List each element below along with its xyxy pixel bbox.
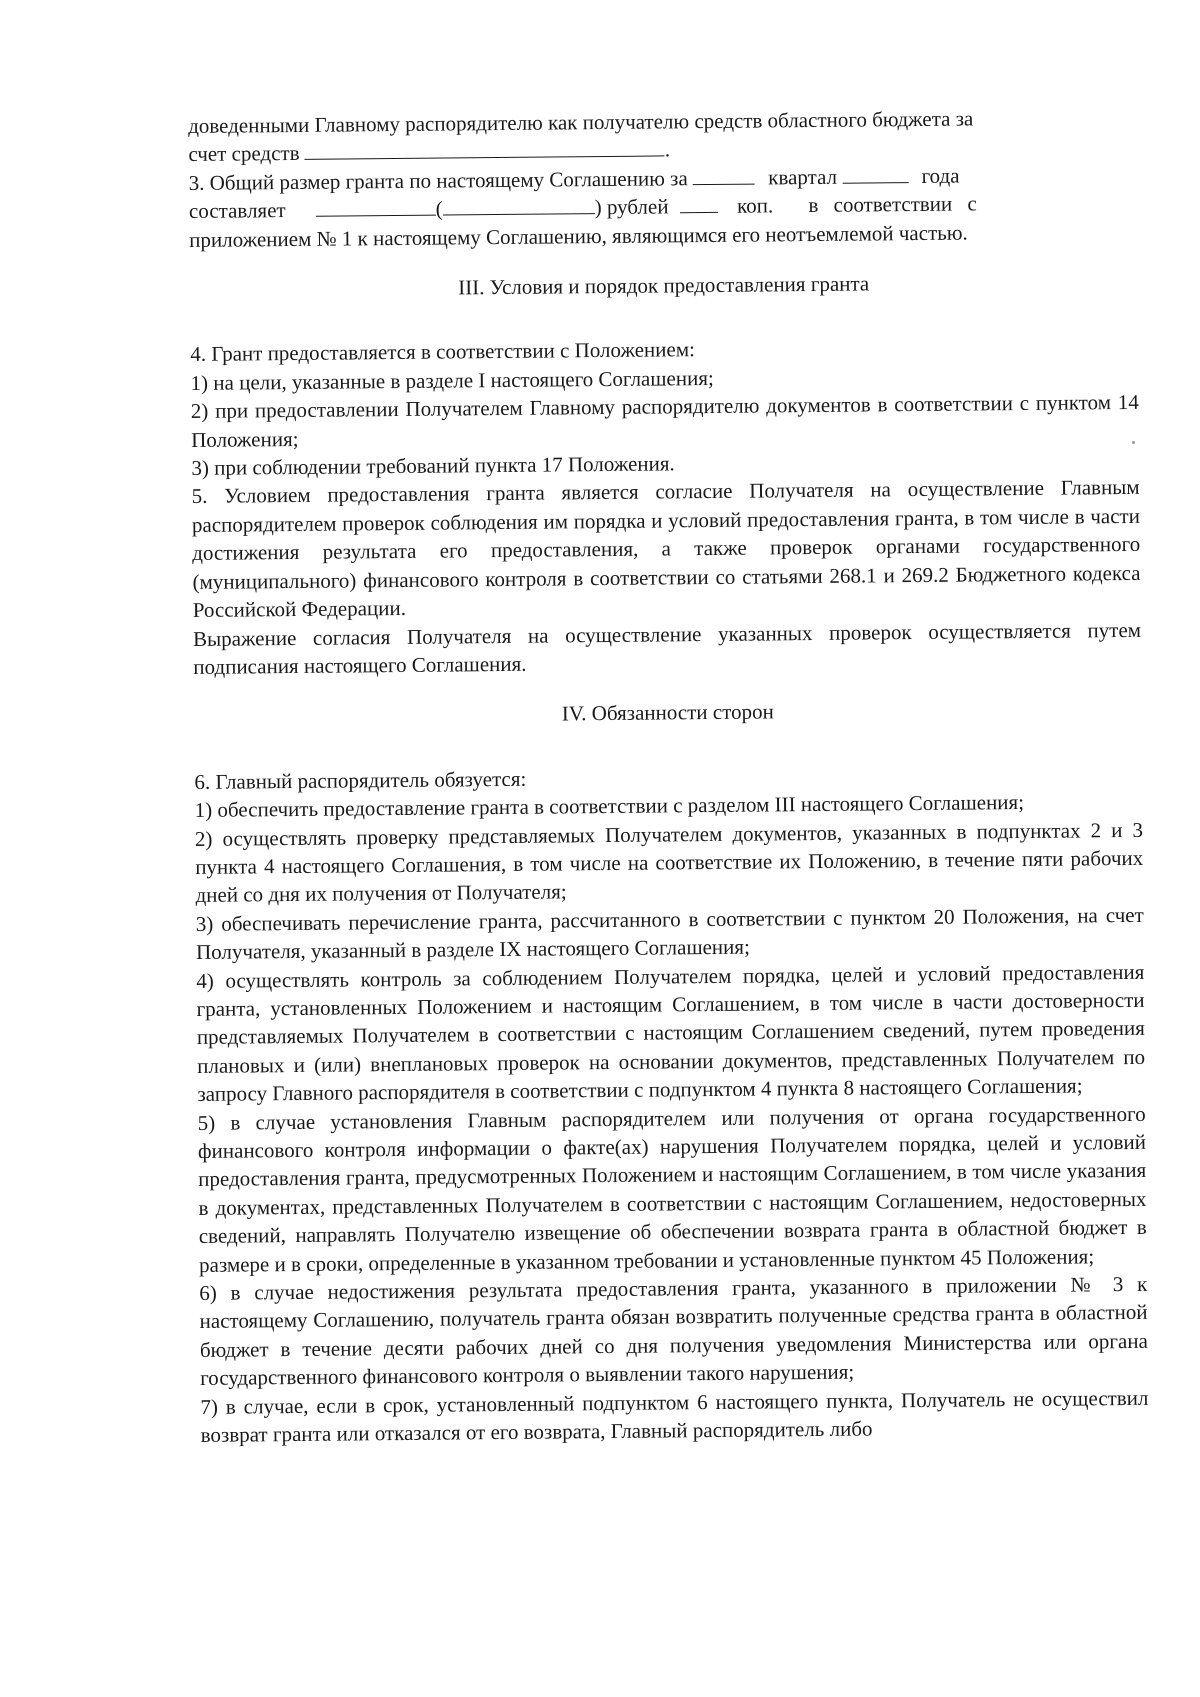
section-3-paragraph: 1) на цели, указанные в разделе I настоящего Соглашения; — [190, 365, 714, 395]
item-3-part-2: квартал — [768, 164, 838, 190]
section-4-paragraph: 4) осуществлять контроль за соблюдением Получателем порядка, целей и условий предоставления гранта, установленных Положением и настоящим Соглашением, в том числе в части достоверности представляемых Получателем в соответствии с настоящим Соглашением сведений, путем проведения плановых и (или) внеплановых проверок на основании документов, представленных Получателем по запросу Главного распорядителя в соответствии с подпунктом 4 пункта 8 настоящего Соглашения; — [196, 959, 1146, 1107]
quarter-number-blank — [693, 164, 755, 185]
item-3-part-3: года — [921, 163, 960, 188]
item-3-part-4: составляет — [188, 198, 286, 224]
intro-line-2-text: счет средств — [188, 141, 300, 167]
amount-digits-blank — [316, 196, 436, 217]
item-3-part-6: ) рублей — [594, 194, 669, 220]
intro-line-2-end: . — [664, 137, 671, 162]
section-4-paragraph: 6) в случае недостижения результата предоставления гранта, указанного в приложении № 3 к настоящему Соглашению, получатель гранта обязан возвратить полученные средства гранта в областной бюджет в течение десяти рабочих дней со дня получения уведомления Министерства или органа государственного финансового контроля о выявлении такого нарушения; — [199, 1271, 1148, 1391]
scan-speck — [1132, 441, 1135, 444]
section-4-paragraph: 1) обеспечить предоставление гранта в соответствии с разделом III настоящего Соглашения; — [194, 790, 1025, 823]
item-3-part-1: 3. Общий размер гранта по настоящему Соглашению за — [188, 166, 688, 195]
intro-line-1: доведенными Главному распорядителю как получателю средств областного бюджета за — [188, 106, 974, 138]
section-4-paragraph: 3) обеспечивать перечисление гранта, рассчитанного в соответствии с пунктом 20 Положения, на счет Получателя, указанный в разделе IX настоящего Соглашения; — [195, 902, 1144, 965]
item-3-line-3: приложением № 1 к настоящему Соглашению, являющимся его неотъемлемой частью. — [189, 220, 968, 252]
item-3-part-5: ( — [435, 196, 443, 221]
section-4-paragraph: 2) осуществлять проверку представляемых Получателем документов, указанных в подпунктах 2 и 3 пункта 4 настоящего Соглашения, в том числе на соответствие их Положению, в течение пяти рабочих дней со дня их получения от Получателя; — [194, 817, 1144, 908]
section-3-paragraph: 4. Грант предоставляется в соответствии с Положением: — [190, 337, 696, 367]
section-4-paragraph: 7) в случае, если в срок, установленный подпунктом 6 настоящего пункта, Получатель не осуществил возврат гранта или отказался от его возврата, Главный распорядитель либо — [200, 1385, 1149, 1448]
section-4-paragraph: 5) в случае установления Главным распорядителем или получения от органа государственного финансового контроля информации о факте(ах) нарушения Получателем порядка, целей и условий предоставления гранта, предусмотренных Положением и настоящим Соглашением, в том числе указания в документах, представленных Получателем в соответствии с настоящим Соглашением, недостоверных сведений, направлять Получателю извещение об обеспечении возврата гранта в областной бюджет в размере и в сроки, определенные в указанном требовании и установленные пунктом 45 Положения; — [197, 1101, 1147, 1277]
amount-words-blank — [443, 194, 595, 215]
section-3-title: III. Условия и порядок предоставления гранта — [458, 271, 870, 300]
section-3-paragraph: 5. Условием предоставления гранта является согласие Получателя на осуществление Главным распорядителем проверок соблюдения им порядка и условий предоставления гранта, в том числе в части достижения результата его предоставления, а также проверок органами государственного (муниципального) финансового контроля в соответствии со статьями 268.1 и 269.2 Бюджетного кодекса Российской Федерации. — [191, 475, 1141, 623]
funding-source-blank — [305, 137, 665, 160]
section-3-paragraph: 3) при соблюдении требований пункта 17 Положения. — [191, 451, 675, 481]
section-3-paragraph: Выражение согласия Получателя на осуществление указанных проверок осуществляется путем подписания настоящего Соглашения. — [192, 617, 1142, 679]
year-blank — [842, 163, 908, 184]
item-3-part-8: в соответствии с — [808, 191, 977, 218]
item-3-part-7: коп. — [736, 193, 774, 218]
section-4-title: IV. Обязанности сторон — [561, 699, 774, 726]
kopecks-blank — [680, 193, 718, 213]
section-4-paragraph: 6. Главный распорядитель обязуется: — [194, 766, 527, 794]
section-3-paragraph: 2) при предоставлении Получателем Главному распорядителю документов в соответствии с пунктом 14 Положения; — [190, 390, 1139, 452]
document-body — [188, 103, 1149, 1450]
